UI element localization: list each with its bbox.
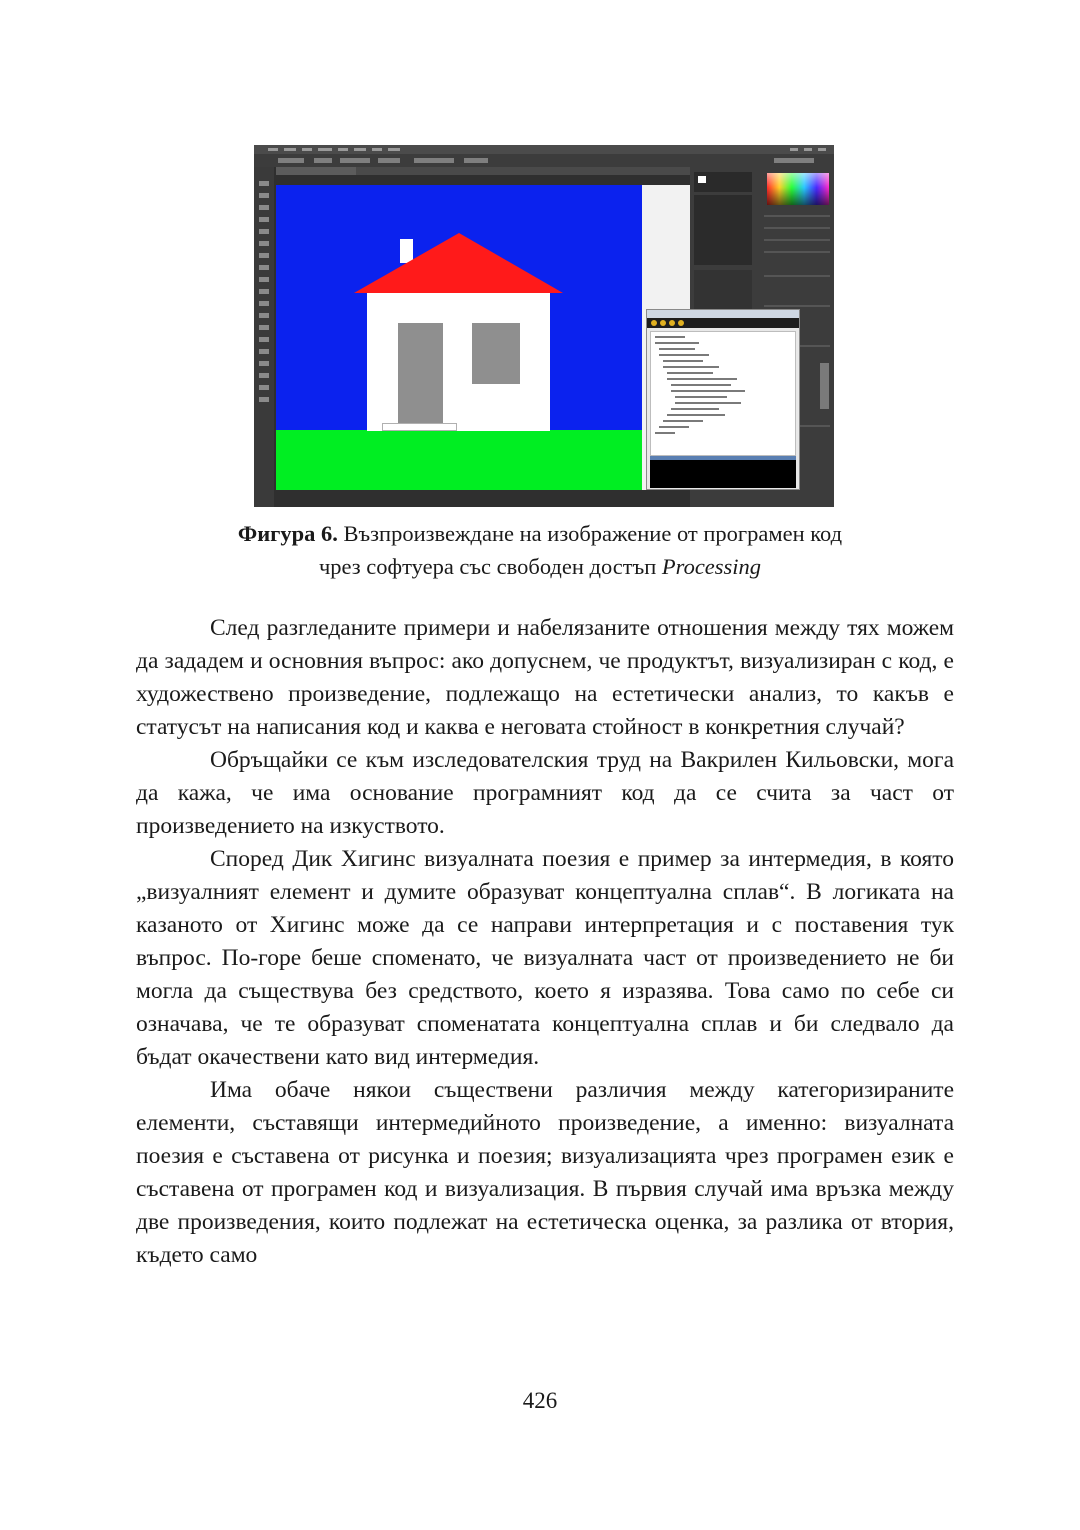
paragraph-3: Според Дик Хигинс визуалната поезия е пример за интермедия, в която „визуалният елемент и думите образуват концептуална сплав“. В логиката на казаното от Хигинс може да се направи интерпретация и с поставения тук въпрос. По-горе беше споменато, че визуалната част от произведението не би могла да съществува без средството, което я изразява. Това само по себе си означава, че те образуват споменатата концептуална сплав и би следвало да бъдат окачествени като вид интермедия. [136, 846, 954, 1070]
caption-text-2: чрез софтуера със свободен достъп [318, 554, 662, 579]
editor-menubar [254, 145, 834, 154]
figure-caption-line-1 [130, 520, 950, 548]
tools-panel [254, 167, 274, 507]
figure-label: Фигура 6. [237, 521, 338, 546]
color-picker [767, 173, 829, 205]
caption-text-1: Възпроизвеждане на изображение от програмен код [343, 521, 843, 546]
editor-options-bar [254, 154, 834, 167]
scrollbar [820, 363, 829, 409]
document-tab [276, 167, 696, 175]
house-wall [367, 293, 550, 431]
paragraph-4: Има обаче някои съществени различия между категоризираните елементи, съставящи интермедийното произведение, а именно: визуалната поезия е съставена от рисунка и поезия; визуализацията чрез програмен език е съставена от програмен код и визуализация. В първия случай има връзка между две произведения, които подлежат на естетическа оценка, за разлика от втория, където само [136, 1077, 954, 1268]
rendered-house-canvas [276, 185, 642, 490]
swatch-panel [694, 172, 752, 192]
window [472, 323, 520, 384]
door [398, 323, 443, 424]
ide-toolbar [647, 318, 799, 328]
ide-titlebar [647, 310, 799, 318]
page-number: 426 [522, 1388, 558, 1413]
processing-ide-window [646, 309, 800, 490]
figure-screenshot [254, 145, 834, 507]
grass [276, 430, 642, 490]
layers-panel [694, 195, 752, 265]
body-text [136, 612, 954, 1272]
door-step [382, 423, 457, 431]
caption-software-name: Processing [661, 554, 762, 579]
ide-code-editor [650, 331, 796, 456]
paragraph-2: Обръщайки се към изследователския труд на Вакрилен Кильовски, мога да кажа, че има основание програмният код да се счита за част от произведението на изкуството. [136, 747, 954, 839]
figure-caption-line-2 [130, 553, 950, 581]
ide-console [650, 460, 796, 488]
paragraph-1: След разгледаните примери и набелязаните отношения между тях можем да зададем и основния въпрос: ако допуснем, че продуктът, визуализиран с код, е художествено произведение, подлежащо на естетически анализ, то какъв е статусът на написания код и каква е неговата стойност в конкретния случай? [136, 615, 954, 740]
roof [354, 233, 564, 295]
